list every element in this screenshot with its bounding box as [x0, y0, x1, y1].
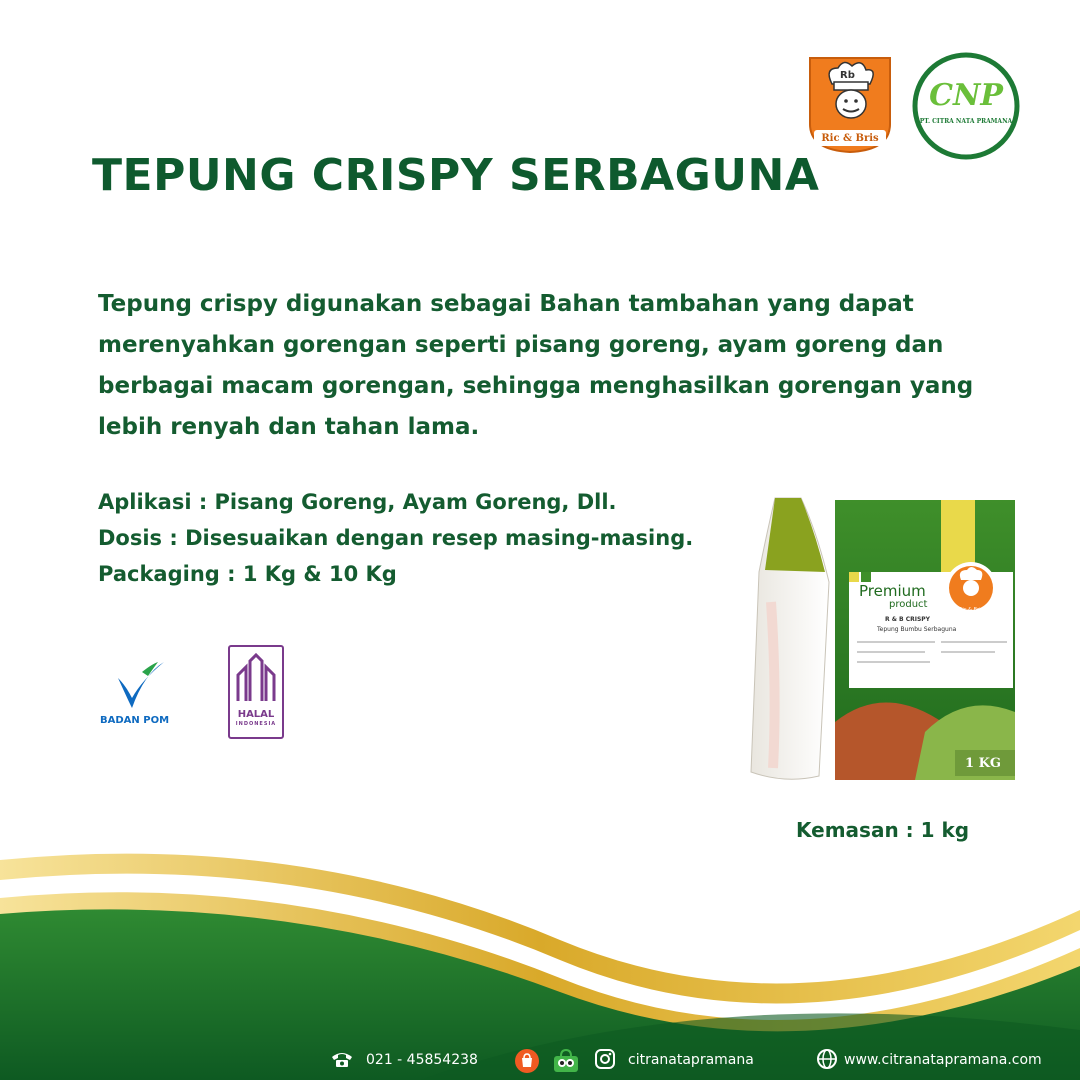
footer-website[interactable]: www.citranatapramana.com — [844, 1052, 1042, 1068]
spec-packaging: Packaging : 1 Kg & 10 Kg — [98, 562, 397, 586]
bpom-logo — [108, 660, 168, 712]
tokopedia-icon[interactable] — [552, 1048, 580, 1074]
package-product-name: R & B CRISPY — [885, 616, 931, 623]
halal-emblem-icon — [230, 651, 282, 707]
package-subtitle: Tepung Bumbu Serbaguna — [877, 626, 957, 633]
package-badge-text: Ric & Bris — [958, 607, 984, 613]
ricbris-logo — [806, 54, 894, 154]
phone-icon — [330, 1049, 354, 1069]
spec-dosis: Dosis : Disesuaikan dengan resep masing-masing. — [98, 526, 694, 550]
halal-country: INDONESIA — [235, 721, 277, 727]
package-premium-label: Premium — [859, 582, 926, 600]
package-weight: 1 KG — [965, 756, 1001, 771]
package-product-label: product — [889, 599, 928, 610]
footer-instagram[interactable]: citranatapramana — [628, 1052, 754, 1068]
ricbris-initials: Rb — [840, 70, 855, 81]
bpom-label: BADAN POM — [100, 715, 170, 726]
shopee-icon[interactable] — [514, 1048, 540, 1074]
footer-phone: 021 - 45854238 — [366, 1052, 478, 1068]
cnp-logo — [912, 52, 1020, 160]
package-illustration — [745, 492, 1020, 784]
globe-icon — [816, 1048, 838, 1070]
package-caption: Kemasan : 1 kg — [796, 818, 970, 842]
bpom-check-icon — [108, 660, 168, 712]
cnp-company-name: PT. CITRA NATA PRAMANA — [919, 118, 1013, 125]
cnp-initials: CNP — [929, 78, 1003, 113]
product-package-image — [745, 492, 1020, 784]
halal-logo — [228, 645, 284, 739]
halal-text: HALAL — [237, 709, 275, 720]
footer-bar — [0, 1040, 1080, 1080]
product-title: TEPUNG CRISPY SERBAGUNA — [92, 150, 820, 201]
instagram-icon[interactable] — [594, 1048, 616, 1070]
spec-aplikasi: Aplikasi : Pisang Goreng, Ayam Goreng, Dll. — [98, 490, 617, 514]
ricbris-ribbon-text: Ric & Bris — [821, 133, 879, 144]
product-description: Tepung crispy digunakan sebagai Bahan tambahan yang dapat merenyahkan gorengan seperti pisang goreng, ayam goreng dan berbagai macam gorengan, sehingga menghasilkan gorengan yang lebih renyah dan tahan lama. — [98, 291, 974, 440]
